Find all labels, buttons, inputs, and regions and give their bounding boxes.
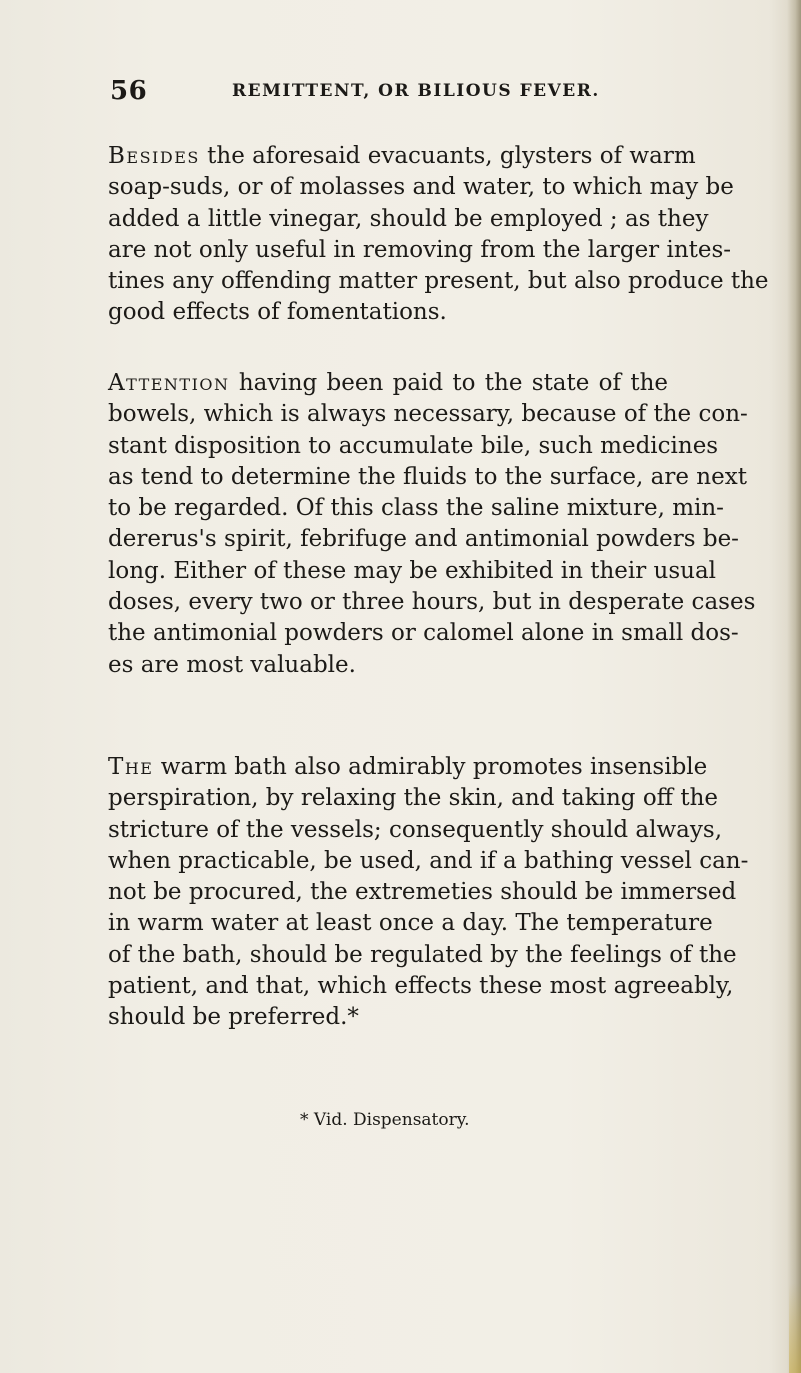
paragraph-lead: The (108, 754, 154, 780)
text-line: Besides the aforesaid evacuants, glysters of warm (108, 143, 696, 169)
text-line: added a little vinegar, should be employed ; as they (108, 205, 709, 232)
text-line: patient, and that, which effects these most agreeably, (108, 973, 734, 1000)
paragraph-besides (108, 141, 769, 329)
text-line: in warm water at least once a day. The temperature (108, 910, 713, 937)
text-line: good effects of fomentations. (108, 299, 447, 326)
text-line: the antimonial powders or calomel alone in small dos- (108, 620, 739, 647)
text-line: The warm bath also admirably promotes insensible (108, 754, 708, 780)
paragraph-lead: Besides (108, 143, 200, 169)
paragraph-the-warm-bath (108, 752, 749, 1034)
text-line: doses, every two or three hours, but in desperate cases (108, 589, 756, 616)
text-line: to be regarded. Of this class the saline mixture, min- (108, 495, 724, 522)
running-head: REMITTENT, OR BILIOUS FEVER. (232, 81, 600, 101)
footnote: * Vid. Dispensatory. (300, 1110, 470, 1130)
text-line: stricture of the vessels; consequently should always, (108, 816, 723, 843)
text-line: tines any offending matter present, but also produce the (108, 268, 769, 295)
text-line: should be preferred.* (108, 1004, 359, 1031)
page-edge-shadow (787, 0, 801, 1373)
text-line: es are most valuable. (108, 651, 356, 678)
text-line: when practicable, be used, and if a bathing vessel can- (108, 847, 749, 874)
page-header (110, 76, 670, 116)
text-line: of the bath, should be regulated by the feelings of the (108, 941, 737, 968)
text-line: as tend to determine the fluids to the surface, are next (108, 463, 747, 490)
page-edge-stain (789, 1283, 801, 1373)
paragraph-lead: Attention (108, 370, 230, 396)
paragraph-attention (108, 368, 756, 681)
text-line: dererus's spirit, febrifuge and antimonial powders be- (108, 526, 739, 553)
text-line: long. Either of these may be exhibited in their usual (108, 557, 717, 584)
page-number: 56 (110, 76, 148, 106)
text-line: not be procured, the extremeties should be immersed (108, 879, 737, 906)
text-line: perspiration, by relaxing the skin, and taking off the (108, 785, 719, 812)
text-line: are not only useful in removing from the larger intes- (108, 236, 732, 263)
text-line: Attention having been paid to the state of the (108, 370, 668, 396)
text-line: stant disposition to accumulate bile, such medicines (108, 432, 719, 459)
text-line: bowels, which is always necessary, because of the con- (108, 401, 748, 428)
text-line: soap-suds, or of molasses and water, to which may be (108, 174, 734, 201)
